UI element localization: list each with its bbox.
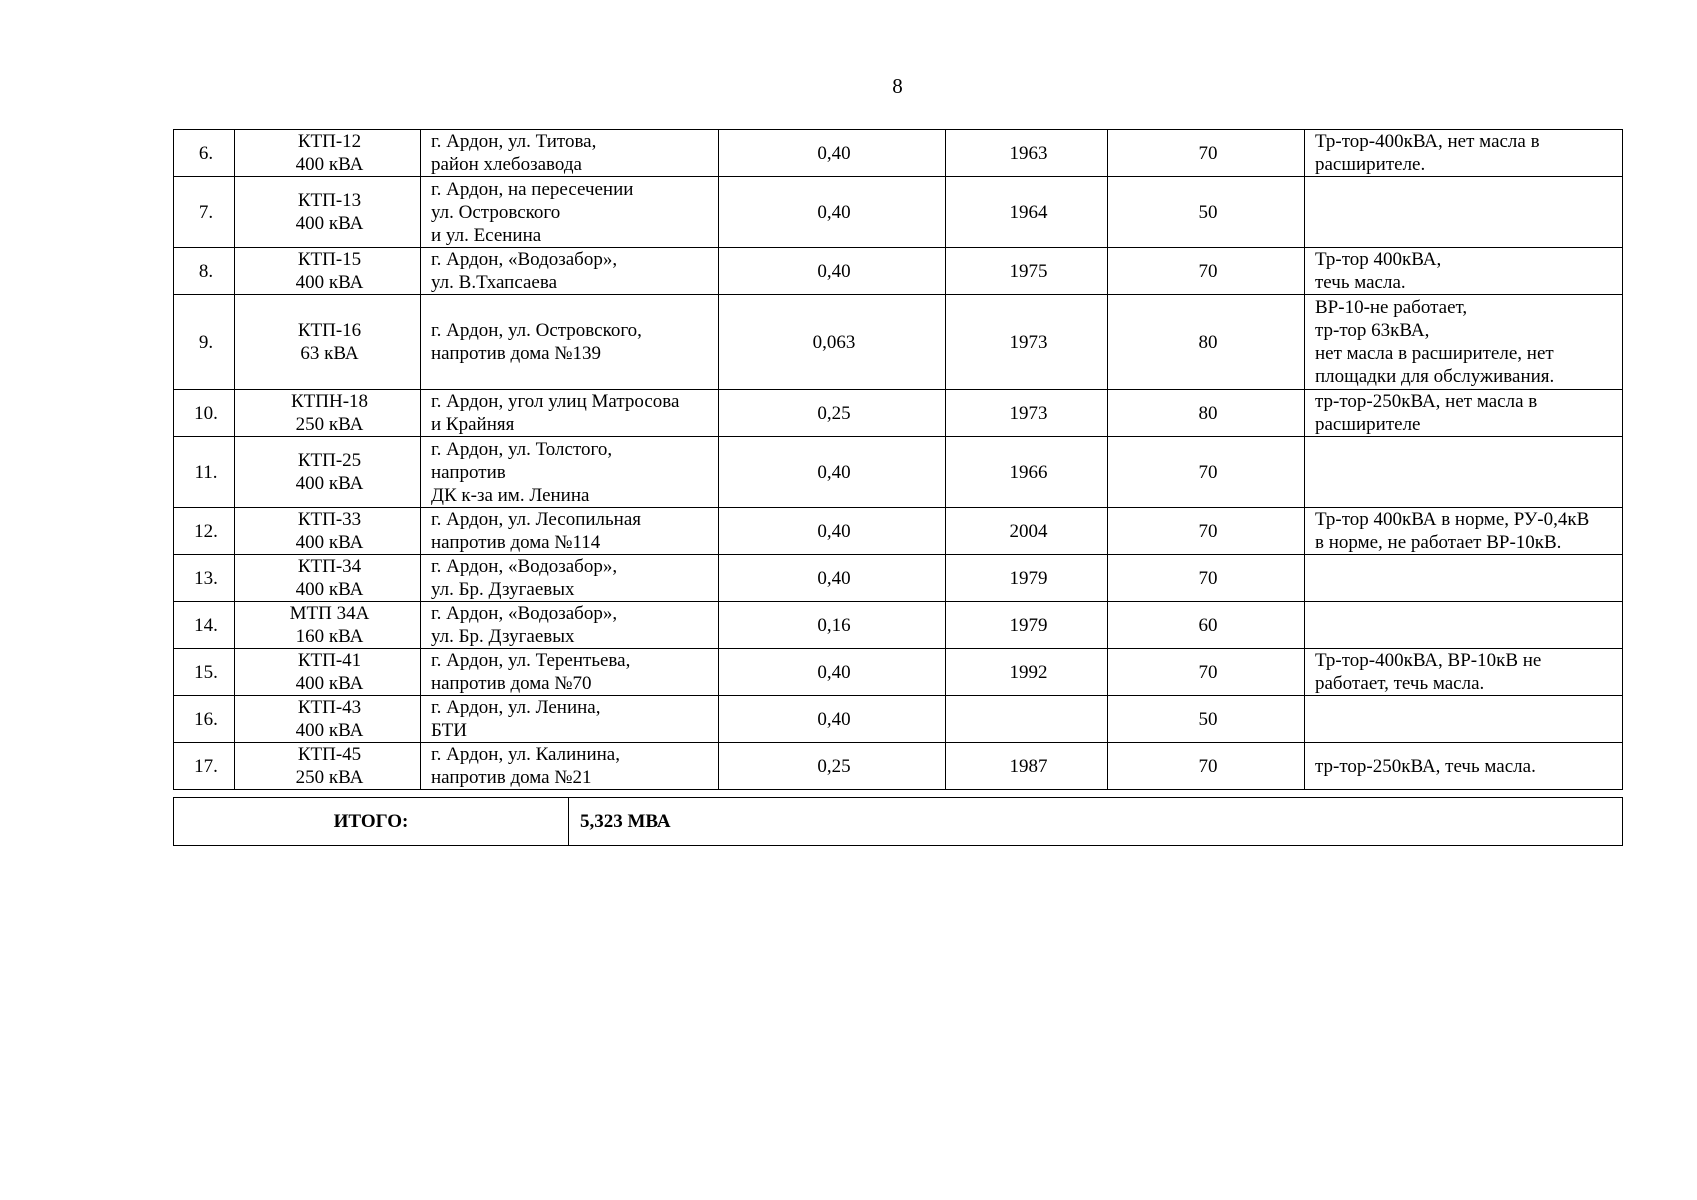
substation-name-cell <box>235 743 421 790</box>
address-line: г. Ардон, ул. Терентьева, <box>431 650 631 671</box>
address-cell <box>421 177 719 248</box>
address-line: г. Ардон, ул. Лесопильная <box>431 509 642 530</box>
address-cell <box>421 130 719 177</box>
row-number: 7. <box>174 177 235 248</box>
note-cell <box>1305 696 1623 743</box>
table-row <box>174 555 1623 602</box>
address-line: г. Ардон, «Водозабор», <box>431 603 618 624</box>
note-line: Тр-тор-400кВА, ВР-10кВ не <box>1315 650 1542 671</box>
note-line: тр-тор-250кВА, течь масла. <box>1315 755 1536 777</box>
year-cell: 1964 <box>946 177 1108 248</box>
note-line: работает, течь масла. <box>1315 673 1485 694</box>
wear-cell: 50 <box>1108 177 1305 248</box>
row-number: 14. <box>174 602 235 649</box>
substation-name-line: 400 кВА <box>295 532 364 553</box>
year-cell: 1979 <box>946 555 1108 602</box>
address-cell <box>421 696 719 743</box>
row-number: 17. <box>174 743 235 790</box>
row-number: 15. <box>174 649 235 696</box>
wear-cell: 80 <box>1108 390 1305 437</box>
year-cell: 1975 <box>946 248 1108 295</box>
substation-name-line: 250 кВА <box>295 414 364 435</box>
substation-name-cell <box>235 508 421 555</box>
wear-cell: 70 <box>1108 248 1305 295</box>
address-cell <box>421 295 719 390</box>
address-line: г. Ардон, ул. Толстого, <box>431 438 613 460</box>
address-line: ул. Бр. Дзугаевых <box>431 579 575 600</box>
address-line: напротив дома №139 <box>431 343 601 364</box>
substation-name-cell <box>235 390 421 437</box>
table-row <box>174 437 1623 508</box>
power-cell: 0,40 <box>719 248 946 295</box>
substation-name-cell <box>235 248 421 295</box>
table-row <box>174 130 1623 177</box>
substation-name-line: КТП-33 <box>297 509 362 530</box>
year-cell: 1963 <box>946 130 1108 177</box>
address-line: г. Ардон, ул. Островского, <box>431 320 642 341</box>
row-number: 12. <box>174 508 235 555</box>
note-line: нет масла в расширителе, нет <box>1315 343 1554 364</box>
note-cell <box>1305 248 1623 295</box>
note-line: тр-тор 63кВА, <box>1315 320 1430 341</box>
power-cell: 0,16 <box>719 602 946 649</box>
address-line: напротив дома №21 <box>431 767 592 788</box>
address-cell <box>421 437 719 508</box>
address-line: г. Ардон, угол улиц Матросова <box>431 391 680 412</box>
table-row <box>174 743 1623 790</box>
substation-name-cell <box>235 437 421 508</box>
year-cell: 2004 <box>946 508 1108 555</box>
substation-name-line: 400 кВА <box>295 272 364 293</box>
table-row <box>174 649 1623 696</box>
address-line: г. Ардон, ул. Калинина, <box>431 744 620 765</box>
wear-cell: 70 <box>1108 649 1305 696</box>
year-cell: 1973 <box>946 390 1108 437</box>
substation-name-line: КТП-12 <box>297 131 362 152</box>
substation-name-line: КТПН-18 <box>290 391 369 412</box>
note-line: Тр-тор-400кВА, нет масла в <box>1315 131 1540 152</box>
address-line: напротив дома №114 <box>431 532 601 553</box>
row-number: 9. <box>174 295 235 390</box>
power-cell: 0,40 <box>719 177 946 248</box>
address-line: ул. Островского <box>431 201 561 223</box>
address-line: г. Ардон, «Водозабор», <box>431 556 618 577</box>
row-number: 10. <box>174 390 235 437</box>
note-cell <box>1305 295 1623 390</box>
wear-cell: 80 <box>1108 295 1305 390</box>
address-line: напротив <box>431 461 506 483</box>
substations-table <box>173 129 1623 790</box>
table-row <box>174 177 1623 248</box>
substation-name-cell <box>235 177 421 248</box>
row-number: 16. <box>174 696 235 743</box>
note-cell <box>1305 602 1623 649</box>
substation-name-line: КТП-34 <box>297 556 362 577</box>
power-cell: 0,40 <box>719 508 946 555</box>
year-cell: 1966 <box>946 437 1108 508</box>
substation-name-line: КТП-15 <box>297 249 362 270</box>
note-cell <box>1305 555 1623 602</box>
substation-name-line: КТП-16 <box>297 320 362 341</box>
power-cell: 0,25 <box>719 743 946 790</box>
address-line: ул. Бр. Дзугаевых <box>431 626 575 647</box>
address-line: и ул. Есенина <box>431 224 542 246</box>
address-line: БТИ <box>431 720 467 741</box>
power-cell: 0,40 <box>719 437 946 508</box>
address-line: г. Ардон, ул. Ленина, <box>431 697 601 718</box>
address-cell <box>421 555 719 602</box>
row-number: 11. <box>174 437 235 508</box>
table-row <box>174 602 1623 649</box>
substation-name-line: 400 кВА <box>295 579 364 600</box>
wear-cell: 70 <box>1108 508 1305 555</box>
note-line: площадки для обслуживания. <box>1315 366 1555 387</box>
year-cell: 1992 <box>946 649 1108 696</box>
address-line: район хлебозавода <box>431 154 582 175</box>
address-cell <box>421 602 719 649</box>
note-cell <box>1305 649 1623 696</box>
substation-name-line: 160 кВА <box>295 626 364 647</box>
row-number: 6. <box>174 130 235 177</box>
wear-cell: 70 <box>1108 743 1305 790</box>
note-line: течь масла. <box>1315 272 1406 293</box>
wear-cell: 60 <box>1108 602 1305 649</box>
table-row <box>174 508 1623 555</box>
wear-cell: 70 <box>1108 130 1305 177</box>
address-cell <box>421 743 719 790</box>
note-cell <box>1305 743 1623 790</box>
power-cell: 0,25 <box>719 390 946 437</box>
power-cell: 0,063 <box>719 295 946 390</box>
address-cell <box>421 649 719 696</box>
power-cell: 0,40 <box>719 130 946 177</box>
address-line: напротив дома №70 <box>431 673 592 694</box>
substation-name-cell <box>235 295 421 390</box>
address-cell <box>421 248 719 295</box>
substation-name-cell <box>235 555 421 602</box>
note-line: тр-тор-250кВА, нет масла в <box>1315 391 1538 412</box>
total-label: ИТОГО: <box>174 798 569 846</box>
table-body <box>174 130 1623 790</box>
table-row <box>174 248 1623 295</box>
total-table <box>173 797 1623 846</box>
address-line: г. Ардон, «Водозабор», <box>431 249 618 270</box>
substation-name-line: 250 кВА <box>295 767 364 788</box>
total-row <box>174 798 1623 846</box>
substation-name-line: КТП-13 <box>297 190 362 211</box>
note-line: Тр-тор 400кВА в норме, РУ-0,4кВ <box>1315 509 1590 530</box>
substation-name-line: МТП 34А <box>289 603 370 624</box>
note-cell <box>1305 508 1623 555</box>
note-cell <box>1305 177 1623 248</box>
note-line: ВР-10-не работает, <box>1315 297 1468 318</box>
address-line: г. Ардон, ул. Титова, <box>431 131 597 152</box>
address-line: ул. В.Тхапсаева <box>431 272 558 293</box>
substation-name-line: КТП-25 <box>297 450 362 471</box>
year-cell: 1987 <box>946 743 1108 790</box>
address-line: г. Ардон, на пересечении <box>431 178 634 200</box>
substation-name-line: 400 кВА <box>295 473 364 494</box>
substation-name-line: КТП-43 <box>297 697 362 718</box>
year-cell <box>946 696 1108 743</box>
substation-name-cell <box>235 130 421 177</box>
table-row <box>174 390 1623 437</box>
address-cell <box>421 508 719 555</box>
note-line: Тр-тор 400кВА, <box>1315 249 1442 270</box>
substation-name-cell <box>235 696 421 743</box>
wear-cell: 50 <box>1108 696 1305 743</box>
substation-name-cell <box>235 649 421 696</box>
substation-name-line: 400 кВА <box>295 673 364 694</box>
year-cell: 1973 <box>946 295 1108 390</box>
wear-cell: 70 <box>1108 437 1305 508</box>
row-number: 13. <box>174 555 235 602</box>
table-row <box>174 696 1623 743</box>
substation-name-line: 400 кВА <box>295 154 364 175</box>
note-line: расширителе <box>1315 414 1421 435</box>
address-line: и Крайняя <box>431 414 515 435</box>
row-number: 8. <box>174 248 235 295</box>
power-cell: 0,40 <box>719 696 946 743</box>
substation-name-line: 400 кВА <box>295 720 364 741</box>
substation-name-line: 400 кВА <box>295 213 364 234</box>
year-cell: 1979 <box>946 602 1108 649</box>
substation-name-cell <box>235 602 421 649</box>
note-cell <box>1305 390 1623 437</box>
table-row <box>174 295 1623 390</box>
power-cell: 0,40 <box>719 649 946 696</box>
note-cell <box>1305 130 1623 177</box>
note-line: расширителе. <box>1315 154 1426 175</box>
wear-cell: 70 <box>1108 555 1305 602</box>
total-value: 5,323 МВА <box>569 798 1623 846</box>
substation-name-line: КТП-41 <box>297 650 362 671</box>
power-cell: 0,40 <box>719 555 946 602</box>
address-cell <box>421 390 719 437</box>
address-line: ДК к-за им. Ленина <box>431 484 590 506</box>
substation-name-line: 63 кВА <box>300 343 359 364</box>
page-number: 8 <box>892 74 903 98</box>
substation-name-line: КТП-45 <box>297 744 362 765</box>
note-line: в норме, не работает ВР-10кВ. <box>1315 532 1562 553</box>
note-cell <box>1305 437 1623 508</box>
